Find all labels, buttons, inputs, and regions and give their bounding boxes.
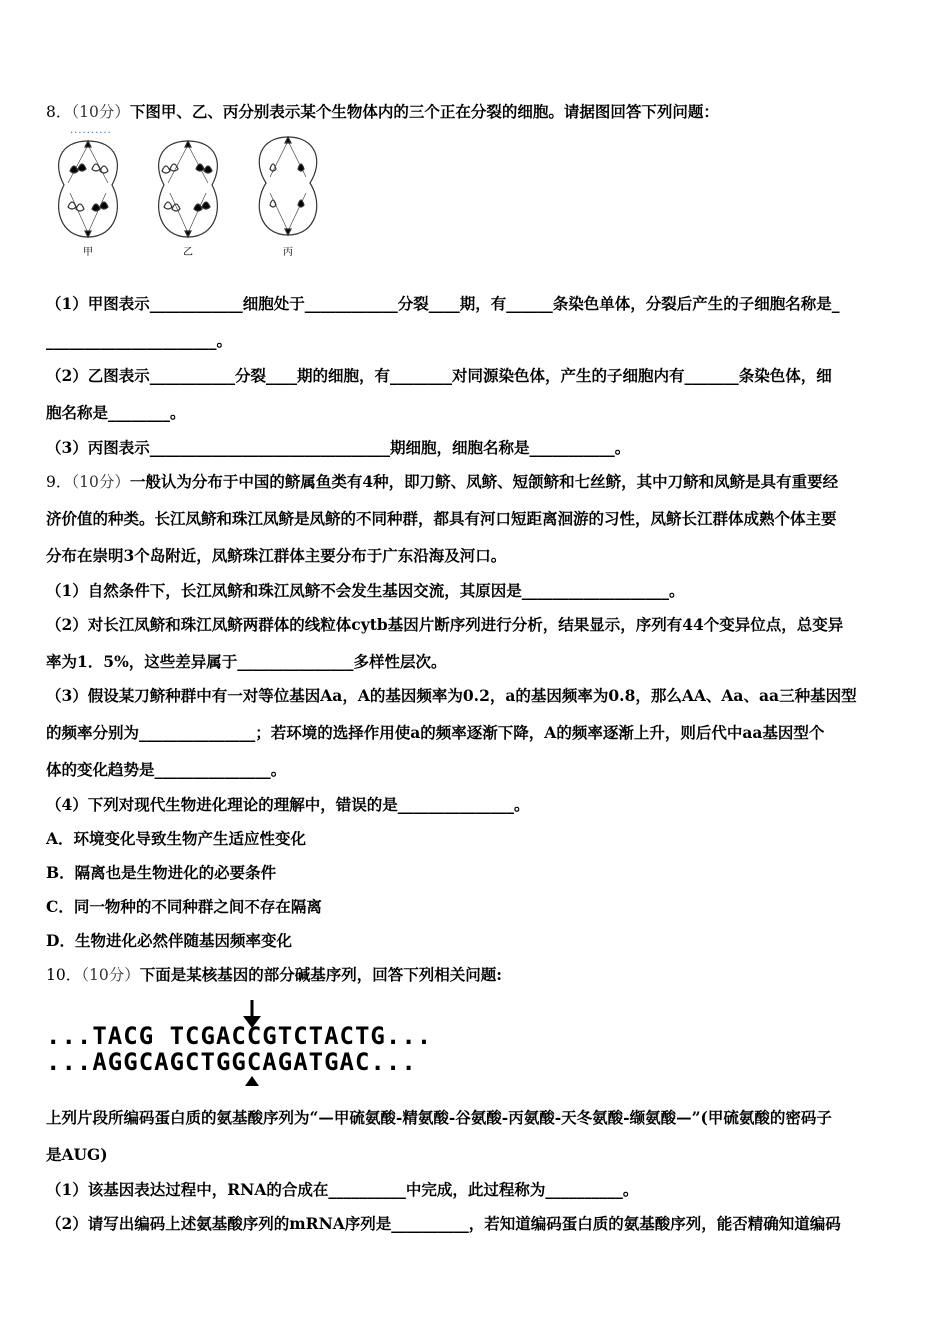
cell-label-jia: 甲: [83, 247, 93, 258]
question-number: 9．: [46, 473, 72, 491]
q8-part2-line2: 胞名称是________。: [46, 403, 186, 422]
dna-strand-bottom: ...AGGCAGCTGGCAGATGAC...: [46, 1048, 417, 1076]
q9-option-a: A．环境变化导致生物产生适应性变化: [46, 829, 307, 848]
question-stem: 下图甲、乙、丙分别表示某个生物体内的三个正在分裂的细胞。请据图回答下列问题：: [129, 102, 719, 121]
q10-part2: （2）请写出编码上述氨基酸序列的mRNA序列是__________，若知道编码蛋白质的氨基酸序列，能否精确知道编码: [46, 1214, 841, 1233]
cell-yi: [159, 141, 218, 237]
q9-part3-line1: （3）假设某刀鲚种群中有一对等位基因Aa，A的基因频率为0.2，a的基因频率为0.8，那么AA、Aa、aa三种基因型: [46, 686, 857, 705]
question-stem: 下面是某核基因的部分碱基序列，回答下列相关问题:: [139, 965, 502, 984]
question-points: （10分）: [71, 473, 130, 491]
q9-part2-line1: （2）对长江凤鲚和珠江凤鲚两群体的线粒体cytb基因片断序列进行分析，结果显示，序列有44个变异位点，总变异: [46, 615, 844, 634]
q10-stem-line: [46, 965, 906, 985]
up-arrow-icon: [245, 1076, 259, 1086]
cell-jia: [59, 141, 118, 237]
q9-stem-line3: 分布在崇明3个岛附近，凤鲚珠江群体主要分布于广东沿海及河口。: [46, 546, 507, 565]
question-stem: 一般认为分布于中国的鲚属鱼类有4种，即刀鲚、凤鲚、短颌鲚和七丝鲚，其中刀鲚和凤鲚是具有重要经: [129, 472, 839, 491]
q10-desc-line2: 是AUG): [46, 1145, 108, 1164]
q8-part2-line1: （2）乙图表示___________分裂____期的细胞，有________对同源染色体，产生的子细胞内有_______条染色体，细: [46, 366, 832, 385]
q10-part1: （1）该基因表达过程中，RNA的合成在__________中完成，此过程称为__________。: [46, 1180, 639, 1199]
cell-label-bing: 丙: [283, 247, 293, 258]
q10-desc-line1: 上列片段所编码蛋白质的氨基酸序列为“—甲硫氨酸-精氨酸-谷氨酸-丙氨酸-天冬氨酸-缬氨酸—”(甲硫氨酸的密码子: [46, 1108, 832, 1127]
dna-sequence-figure: [44, 1000, 584, 1090]
question-number: 10．: [46, 966, 82, 984]
q9-stem-line1: [46, 472, 906, 492]
q8-part3: （3）丙图表示_______________________________期细胞，细胞名称是___________。: [46, 438, 631, 457]
q9-part4: （4）下列对现代生物进化理论的理解中，错误的是_______________。: [46, 795, 530, 814]
dna-strand-top: ...TACG TCGACCGTCTACTG...: [46, 1022, 433, 1050]
q8-stem-line: [46, 102, 906, 122]
q9-stem-line2: 济价值的种类。长江凤鲚和珠江凤鲚是凤鲚的不同种群，都具有河口短距离洄游的习性，凤鲚长江群体成熟个体主要: [46, 509, 837, 528]
question-points: （10分）: [71, 103, 130, 121]
cell-label-yi: 乙: [183, 247, 193, 258]
q8-part1-line1: （1）甲图表示____________细胞处于____________分裂____期，有______条染色单体，分裂后产生的子细胞名称是_: [46, 294, 840, 313]
q9-option-d: D．生物进化必然伴随基因频率变化: [46, 931, 292, 950]
q9-option-c: C．同一物种的不同种群之间不存在隔离: [46, 897, 322, 916]
q9-part1: （1）自然条件下，长江凤鲚和珠江凤鲚不会发生基因交流，其原因是___________________。: [46, 581, 685, 600]
question-number: 8．: [46, 103, 72, 121]
question-points: （10分）: [81, 966, 140, 984]
q9-option-b: B．隔离也是生物进化的必要条件: [46, 863, 277, 882]
q9-part3-line2: 的频率分别为_______________；若环境的选择作用使a的频率逐渐下降，A的频率逐渐上升，则后代中aa基因型个: [46, 723, 825, 742]
cell-bing: [259, 137, 316, 235]
q9-part3-line3: 体的变化趋势是_______________。: [46, 760, 287, 779]
cell-division-figure: [48, 133, 338, 263]
decorative-dots: ··········: [70, 128, 112, 139]
q8-part1-line2: ______________________。: [46, 331, 233, 350]
q9-part2-line2: 率为1．5%，这些差异属于_______________多样性层次。: [46, 652, 447, 671]
